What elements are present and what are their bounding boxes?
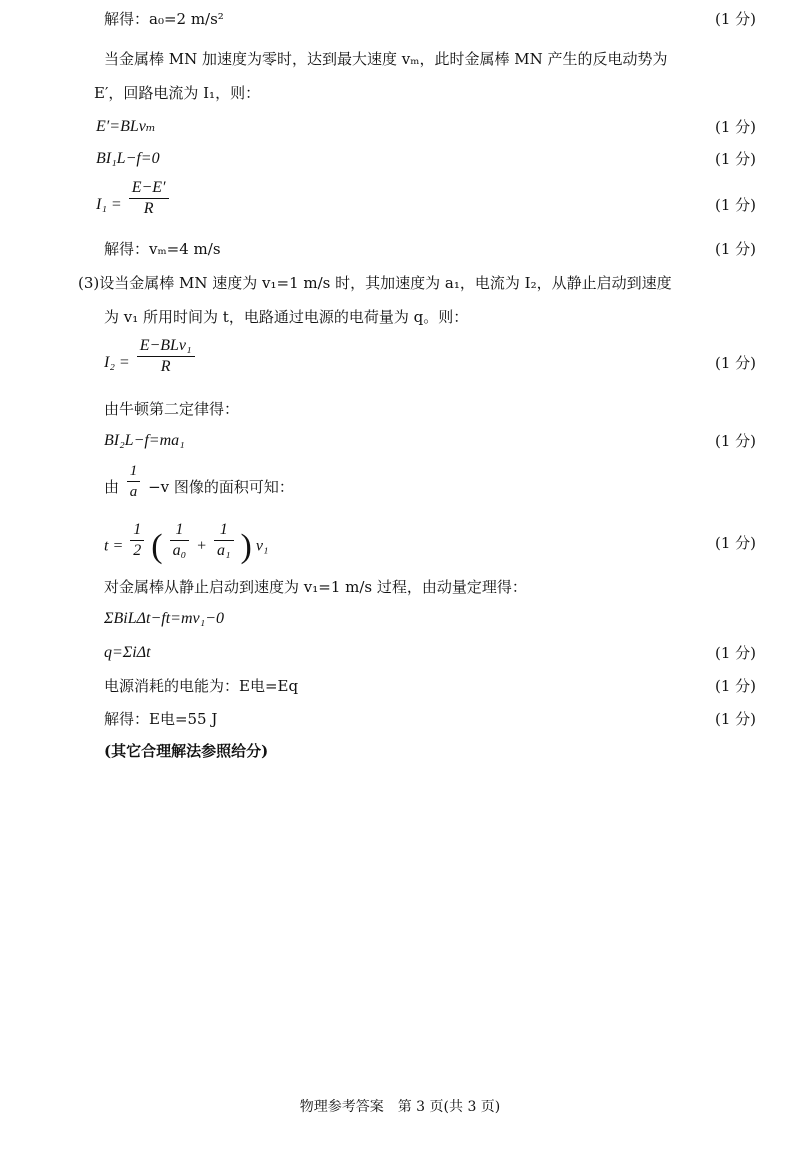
equation-text: ΣBiLΔt−ft=mv₁−0 (104, 610, 224, 627)
fraction-numerator: 1 (127, 461, 141, 482)
fraction (130, 520, 144, 561)
answer-line (0, 6, 800, 32)
answer-line (0, 574, 800, 600)
plus-sign: + (196, 537, 207, 555)
line-text: E′，回路电流为 I₁，则： (94, 84, 261, 102)
line-text: 为 v₁ 所用时间为 t，电路通过电源的电荷量为 q。则： (104, 308, 469, 326)
answer-line (0, 236, 800, 262)
equation-text: I₂ = (104, 354, 130, 372)
fraction (129, 178, 169, 219)
score-label: (1 分) (714, 644, 756, 662)
equation-line (0, 428, 800, 454)
fraction-denominator: a₁ (216, 541, 231, 559)
answer-line (0, 270, 800, 296)
line-text: 电源消耗的电能为：E电=Eq (104, 677, 299, 695)
score-label: (1 分) (714, 10, 756, 28)
answer-line (0, 462, 800, 500)
equation-text: E′=BLvₘ (96, 118, 156, 135)
fraction-denominator: a₀ (172, 541, 187, 559)
score-label: (1 分) (714, 677, 756, 695)
equation-line (0, 520, 800, 565)
answer-line (0, 396, 800, 422)
equation-line (0, 146, 800, 172)
answer-line (0, 80, 800, 106)
fraction-denominator: 2 (133, 541, 142, 559)
score-label: (1 分) (714, 118, 756, 136)
line-text: 当金属棒 MN 加速度为零时，达到最大速度 vₘ，此时金属棒 MN 产生的反电动势为 (104, 50, 668, 68)
fraction (137, 336, 195, 377)
equation-line (0, 606, 800, 632)
equation-text: BI₂L−f=ma₁ (104, 432, 185, 449)
equation-line (0, 337, 800, 376)
right-parenthesis: ) (240, 528, 252, 565)
fraction (127, 461, 141, 502)
fraction-numerator: 1 (170, 520, 190, 541)
fraction-denominator: a (129, 483, 138, 500)
score-label: (1 分) (714, 196, 756, 214)
equation-line (0, 114, 800, 140)
fraction-numerator: 1 (130, 520, 144, 541)
answer-line (0, 706, 800, 732)
score-label: (1 分) (714, 432, 756, 450)
fraction-numerator: E−BLv₁ (137, 336, 195, 357)
equation-text-after: v₁ (255, 537, 269, 555)
score-label: (1 分) (714, 240, 756, 258)
score-label: (1 分) (714, 710, 756, 728)
line-text: 解得：E电=55 J (104, 710, 218, 728)
line-text: 解得：vₘ=4 m/s (104, 240, 221, 258)
equation-line (0, 179, 800, 218)
equation-lhs (104, 337, 198, 377)
line-text-after: −v 图像的面积可知： (148, 478, 294, 496)
line-text: 由 (104, 478, 120, 496)
fraction (214, 520, 234, 561)
equation-lhs (96, 179, 172, 219)
equation-text: I₁ = (96, 196, 122, 214)
fraction (170, 520, 190, 561)
answer-line (0, 673, 800, 699)
equation-text: BI₁L−f=0 (96, 150, 160, 167)
answer-line (0, 304, 800, 330)
score-label: (1 分) (714, 534, 756, 552)
line-text: (3)设当金属棒 MN 速度为 v₁=1 m/s 时，其加速度为 a₁，电流为 I₂，从静止启动到速度 (78, 274, 672, 292)
left-parenthesis: ( (151, 528, 163, 565)
score-label: (1 分) (714, 150, 756, 168)
answer-line (0, 46, 800, 72)
grading-note (0, 738, 800, 764)
equation-line (0, 640, 800, 666)
equation-text: q=ΣiΔt (104, 644, 151, 661)
fraction-denominator: R (160, 358, 171, 375)
page-footer: 物理参考答案 第 3 页(共 3 页) (299, 1099, 501, 1115)
fraction-denominator: R (143, 200, 154, 217)
line-content (104, 462, 294, 502)
equation-text: t = (104, 537, 124, 555)
score-label: (1 分) (714, 354, 756, 372)
line-text: (其它合理解法参照给分) (104, 742, 269, 760)
line-text: 对金属棒从静止启动到速度为 v₁=1 m/s 过程，由动量定理得： (104, 578, 527, 596)
equation-lhs (104, 520, 269, 565)
line-text: 解得：a₀=2 m/s² (104, 10, 224, 28)
fraction-numerator: E−E′ (129, 178, 169, 199)
fraction-numerator: 1 (214, 520, 234, 541)
line-text: 由牛顿第二定律得： (104, 400, 240, 418)
